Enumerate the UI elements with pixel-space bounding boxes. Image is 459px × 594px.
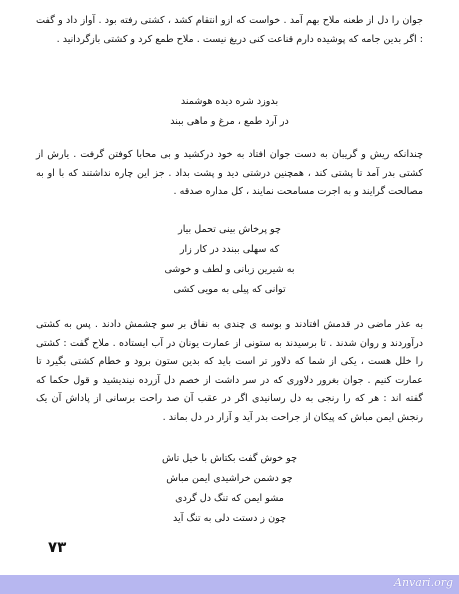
poem-3-line-4: چون ز دستت دلی به تنگ آید <box>172 513 287 524</box>
poem-2-line-1: چو پرخاش بینی تحمل بیار <box>178 224 281 235</box>
poem-1-line-2: در آرد طمع ، مرغ و ماهی ببند <box>170 116 289 127</box>
poem-1-line-1: بدوزد شره دیده هوشمند <box>180 96 279 107</box>
poem-2-line-2: که سهلی ببندد در کار زار <box>179 244 280 255</box>
poem-3 <box>0 449 459 529</box>
poem-3-line-3: مشو ایمن که تنگ دل گردی <box>175 493 284 504</box>
poem-3-line-1: چو خوش گفت بکتاش با خیل تاش <box>161 453 298 464</box>
paragraph-1: جوان را دل از طعنه ملاح بهم آمد . خواست که ازو انتقام کشد ، کشتی رفته بود . آواز داد و گفت : اگر بدین جامه که پوشیده دارم قناعت کنی دریغ نیست . ملاح طمع کرد و کشتی بازگردانید . <box>36 15 423 45</box>
poem-3-line-2: چو دشمن خراشیدی ایمن مباش <box>166 473 293 484</box>
poem-2-line-3: به شیرین زبانی و لطف و خوشی <box>164 264 295 275</box>
footer-bar <box>0 575 459 594</box>
poem-2-line-4: توانی که پیلی به مویی کشی <box>173 284 286 295</box>
poem-2 <box>0 220 459 300</box>
paragraph-3: به عذر ماضی در قدمش افتادند و بوسه ی چندی به نفاق بر سو چشمش دادند . پس به کشتی درآوردند و روان شدند . تا برسیدند به ستونی از عمارت یونان در آب ایستاده . ملاح گفت : کشتی را خلل هست ، یکی از شما که دلاور تر است باید که بدین ستون برود و خطام کشتی بگیرد تا عمارت کنیم . جوان بغرور دلاوری که در سر داشت از خصم دل آزرده نیندیشید و قول حکما که گفته اند : هر که را رنجی به دل رسانیدی اگر در عقب آن صد راحت برسانی از پاداش آن یک رنجش ایمن مباش که پیکان از جراحت بدر آید و آزار در دل بماند . <box>36 319 423 423</box>
poem-1 <box>0 92 459 132</box>
paragraph-2: چندانکه ریش و گریبان به دست جوان افتاد به خود درکشید و بی محابا کوفتن گرفت . یارش از کشتی بدر آمد تا پشتی کند ، همچنین درشتی دید و پشت بداد . جز این چاره نداشتند که با او به مصالحت گرایند و به اجرت مسامحت نمایند ، کل مداره صدقه . <box>36 149 423 197</box>
watermark-logo: Anvari.org <box>394 576 453 589</box>
page-number: ۷۳ <box>48 538 67 556</box>
